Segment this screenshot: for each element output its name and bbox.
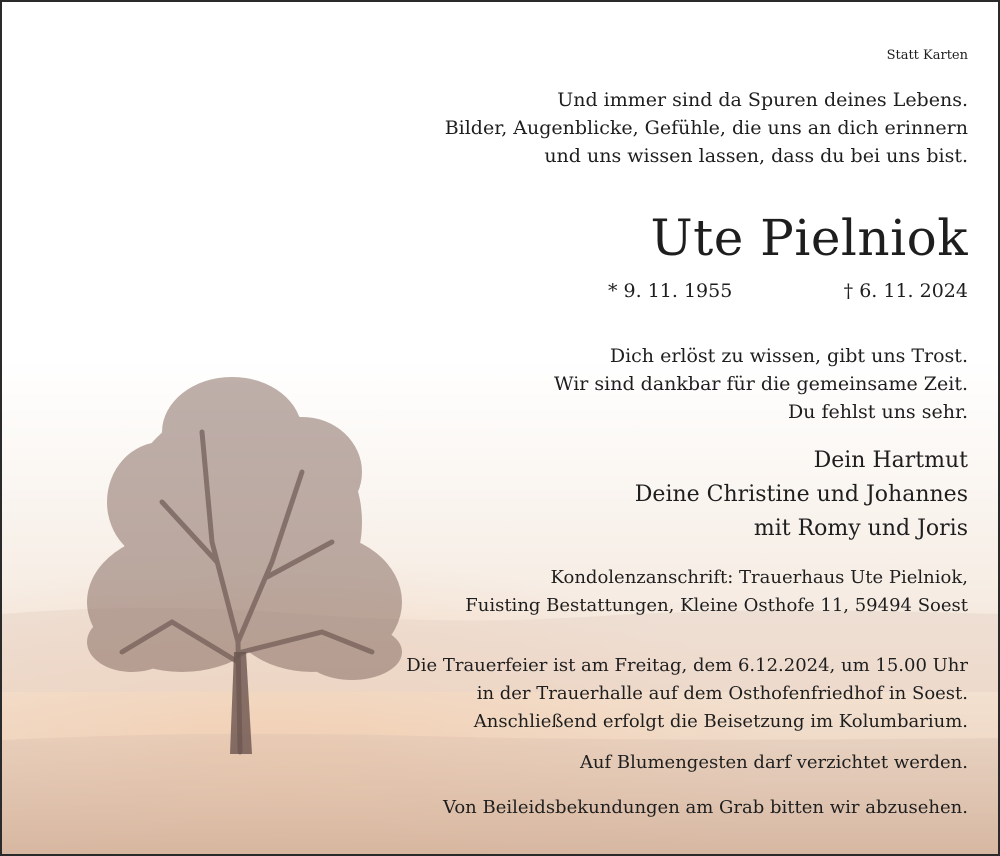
address-line: Kondolenzanschrift: Trauerhaus Ute Pielniok, bbox=[550, 567, 968, 588]
family-line: mit Romy und Joris bbox=[753, 516, 968, 541]
family-line: Deine Christine und Johannes bbox=[634, 482, 968, 507]
service-line: Anschließend erfolgt die Beisetzung im Kolumbarium. bbox=[473, 711, 968, 732]
family-signatures bbox=[635, 444, 968, 546]
service-line: Die Trauerfeier ist am Freitag, dem 6.12.2024, um 15.00 Uhr bbox=[406, 655, 968, 676]
poem-line: Und immer sind da Spuren deines Lebens. bbox=[557, 89, 968, 111]
flowers-note: Auf Blumengesten darf verzichtet werden. bbox=[579, 752, 968, 773]
comfort-text bbox=[554, 342, 968, 426]
comfort-line: Du fehlst uns sehr. bbox=[787, 401, 968, 423]
poem-line: Bilder, Augenblicke, Gefühle, die uns an dich erinnern bbox=[444, 117, 968, 139]
life-dates bbox=[608, 280, 968, 302]
comfort-line: Dich erlöst zu wissen, gibt uns Trost. bbox=[609, 345, 968, 367]
family-line: Dein Hartmut bbox=[813, 448, 968, 473]
comfort-line: Wir sind dankbar für die gemeinsame Zeit. bbox=[554, 373, 968, 395]
birth-date: * 9. 11. 1955 bbox=[608, 280, 733, 302]
service-line: in der Trauerhalle auf dem Osthofenfriedhof in Soest. bbox=[476, 683, 968, 704]
address-line: Fuisting Bestattungen, Kleine Osthofe 11, 59494 Soest bbox=[465, 595, 968, 616]
death-date: † 6. 11. 2024 bbox=[843, 280, 968, 302]
deceased-name: Ute Pielniok bbox=[650, 209, 968, 267]
poem bbox=[445, 86, 968, 170]
funeral-service-info bbox=[406, 652, 968, 736]
statt-karten-note: Statt Karten bbox=[886, 48, 968, 63]
condolence-address bbox=[465, 564, 968, 620]
grave-condolences-note: Von Beileidsbekundungen am Grab bitten wir abzusehen. bbox=[443, 797, 968, 818]
poem-line: und uns wissen lassen, dass du bei uns bist. bbox=[544, 145, 968, 167]
